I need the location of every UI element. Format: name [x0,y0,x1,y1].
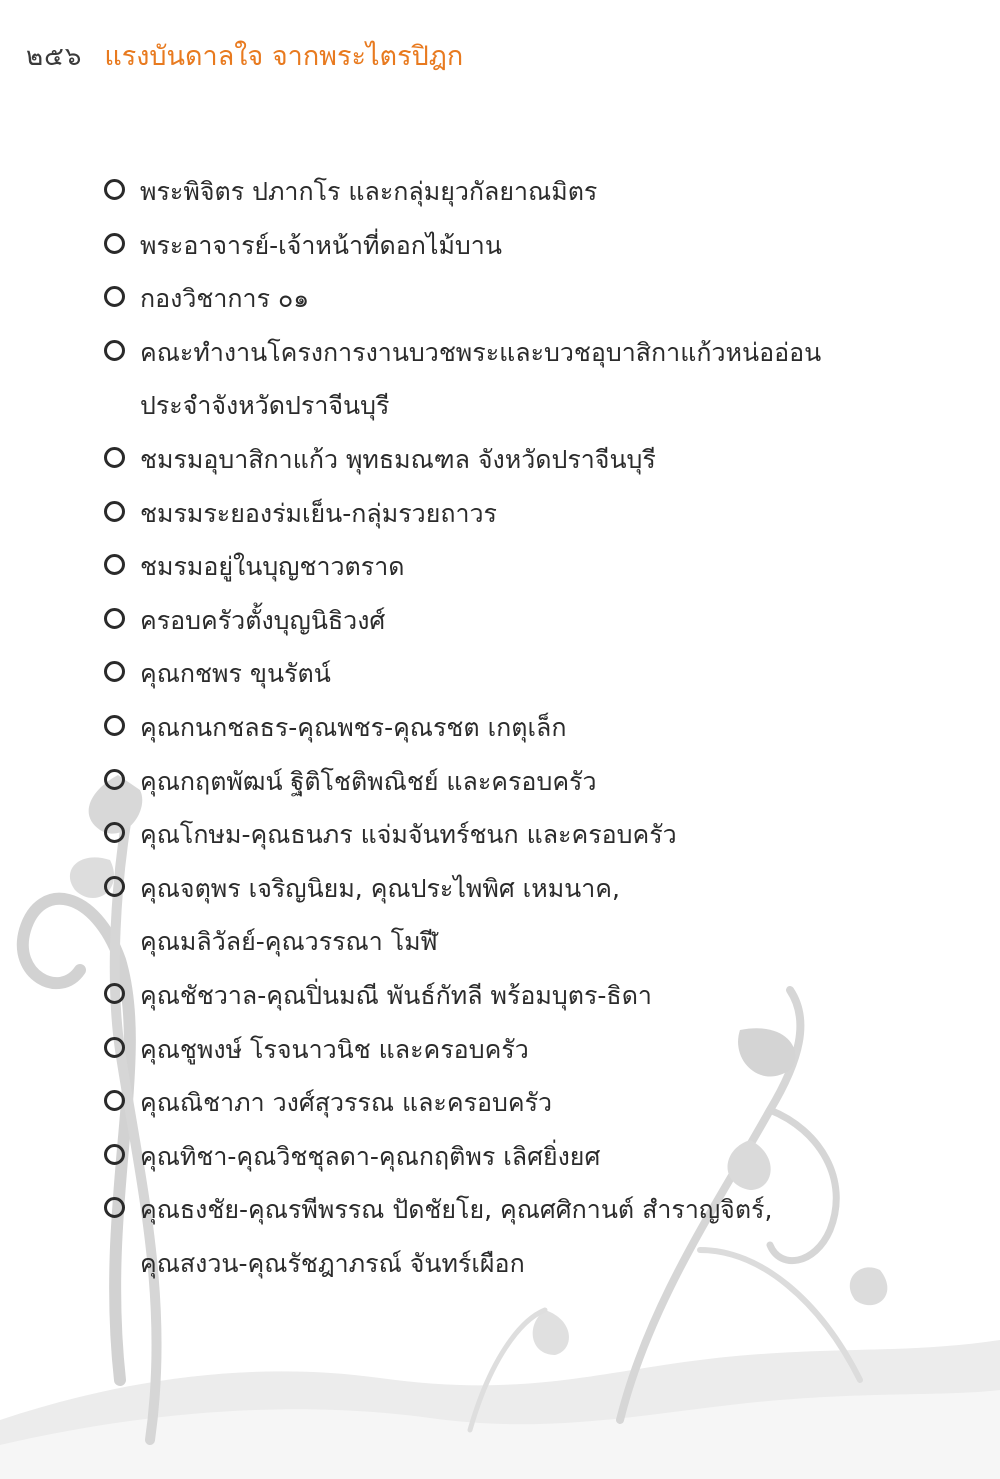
bullet-circle-icon [104,340,125,361]
list-item [104,862,964,969]
item-text: ครอบครัวตั้งบุญนิธิวงศ์ [140,605,386,635]
list-item [104,540,964,594]
list-item [104,969,964,1023]
list-item [104,165,964,219]
item-text-continued: คุณสงวน-คุณรัชฎาภรณ์ จันทร์เผือก [140,1248,525,1278]
bullet-circle-icon [104,286,125,307]
bullet-circle-icon [104,769,125,790]
leaf-bottom [533,1310,569,1355]
bullet-circle-icon [104,501,125,522]
page-number: ๒๕๖ [26,42,83,72]
bullet-circle-icon [104,661,125,682]
item-text: ชมรมอุบาสิกาแก้ว พุทธมณฑล จังหวัดปราจีนบุรี [140,444,656,474]
acknowledgement-list [104,165,964,1290]
bullet-circle-icon [104,1090,125,1111]
list-item [104,487,964,541]
list-item [104,755,964,809]
bullet-circle-icon [104,233,125,254]
list-item [104,326,964,433]
item-text-continued: คุณมลิวัลย์-คุณวรรณา โมฬี [140,927,438,957]
list-item [104,594,964,648]
item-text: พระพิจิตร ปภากโร และกลุ่มยุวกัลยาณมิตร [140,177,598,206]
list-item [104,701,964,755]
bullet-circle-icon [104,447,125,468]
bullet-circle-icon [104,1144,125,1165]
item-text: คุณณิชาภา วงศ์สุวรรณ และครอบครัว [140,1088,553,1118]
bullet-circle-icon [104,179,125,200]
bullet-circle-icon [104,822,125,843]
item-text: คุณชัชวาล-คุณปิ่นมณี พันธ์กัทลี พร้อมบุตร-ธิดา [140,980,652,1010]
list-item [104,1183,964,1290]
item-text: คุณกนกชลธร-คุณพชร-คุณรชต เกตุเล็ก [140,712,567,742]
list-item [104,1023,964,1077]
item-text-continued: ประจำจังหวัดปราจีนบุรี [140,391,390,421]
item-text: พระอาจารย์-เจ้าหน้าที่ดอกไม้บาน [140,230,502,260]
list-item [104,272,964,326]
list-item [104,808,964,862]
list-item [104,219,964,273]
list-item [104,1130,964,1184]
item-text: ชมรมอยู่ในบุญชาวตราด [140,552,405,582]
bullet-circle-icon [104,983,125,1004]
bullet-circle-icon [104,608,125,629]
running-title: แรงบันดาลใจ จากพระไตรปิฎก [104,41,464,72]
bullet-circle-icon [104,554,125,575]
bullet-circle-icon [104,1197,125,1218]
bullet-circle-icon [104,1037,125,1058]
item-text: ชมรมระยองร่มเย็น-กลุ่มรวยถาวร [140,498,497,528]
bullet-circle-icon [104,715,125,736]
bullet-circle-icon [104,876,125,897]
item-text: คุณทิชา-คุณวิชชุลดา-คุณกฤติพร เลิศยิ่งยศ [140,1141,601,1171]
item-text: กองวิชาการ ๐๑ [140,284,310,314]
item-text: คุณธงชัย-คุณรพีพรรณ ปัดชัยโย, คุณศศิกานต์ สำราญจิตร์, [140,1195,773,1225]
list-item [104,1076,964,1130]
item-text: คุณกชพร ขุนรัตน์ [140,659,331,689]
item-text: คุณโกษม-คุณธนภร แจ่มจันทร์ชนก และครอบครัว [140,820,677,850]
page-header [26,34,463,74]
item-text: คุณกฤตพัฒน์ ฐิติโชติพณิชย์ และครอบครัว [140,766,597,796]
list-item [104,433,964,487]
list-item [104,647,964,701]
item-text: คณะทำงานโครงการงานบวชพระและบวชอุบาสิกาแก้วหน่ออ่อน [140,337,822,367]
item-text: คุณจตุพร เจริญนิยม, คุณประไพพิศ เหมนาค, [140,873,620,903]
item-text: คุณชูพงษ์ โรจนาวนิช และครอบครัว [140,1034,529,1064]
